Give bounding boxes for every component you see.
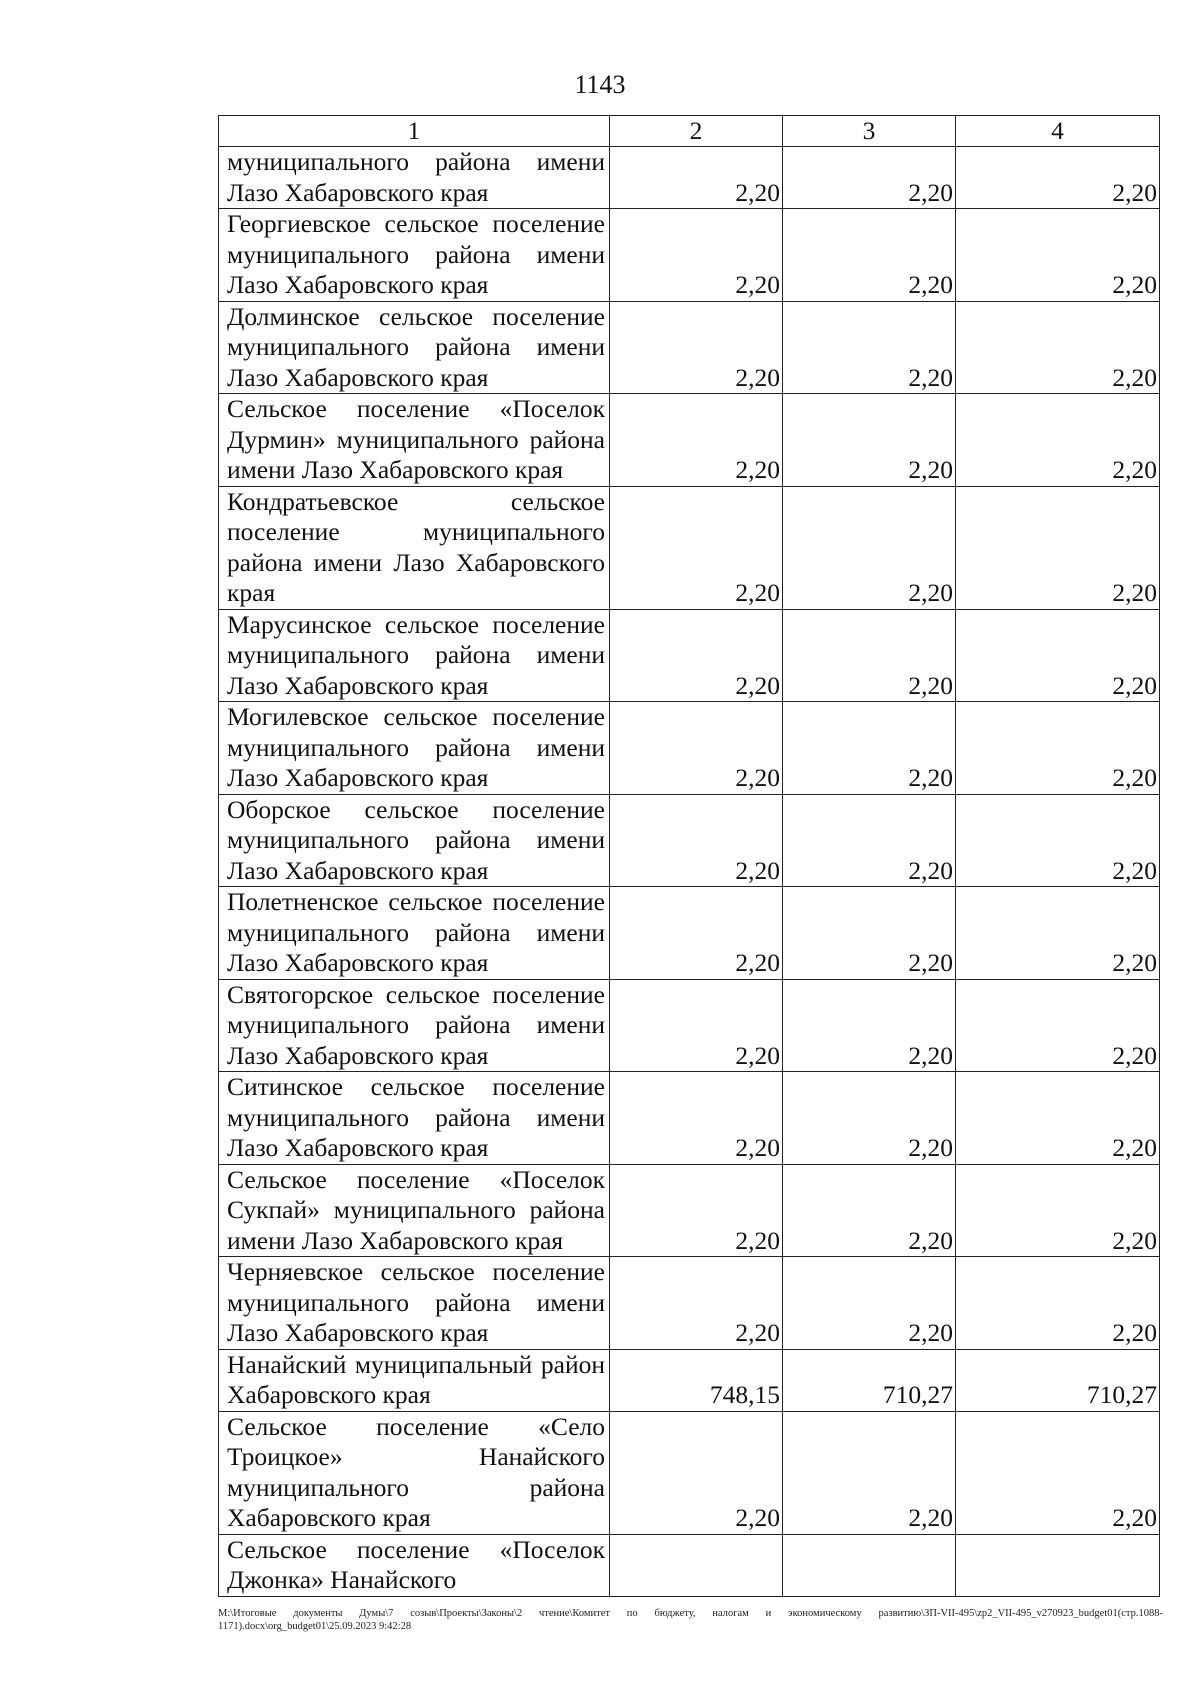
row-value-col2: 2,20 <box>610 1411 783 1534</box>
row-value-col4: 2,20 <box>956 147 1160 209</box>
row-name-cell <box>219 486 610 609</box>
row-name-line: Джонка» Нанайского <box>227 1565 457 1594</box>
row-name-line: муниципального района имени <box>227 732 605 762</box>
table-row <box>219 1411 1160 1534</box>
row-name-line: Георгиевское сельское поселение <box>227 209 605 238</box>
row-value-col3: 2,20 <box>783 979 956 1072</box>
row-name-line: края <box>227 578 276 607</box>
header-col-4: 4 <box>956 116 1160 147</box>
table-row <box>219 1072 1160 1165</box>
row-value-col3: 2,20 <box>783 1164 956 1257</box>
row-name-line: муниципального района имени <box>227 1010 605 1039</box>
row-name-cell <box>219 301 610 394</box>
row-value-col2: 2,20 <box>610 794 783 887</box>
row-value-col2: 748,15 <box>610 1349 783 1411</box>
row-value-col3: 2,20 <box>783 1257 956 1350</box>
row-name-line: муниципального района имени <box>227 147 605 176</box>
table-body <box>219 116 1160 1597</box>
row-value-col4 <box>956 1534 1160 1596</box>
row-value-col2: 2,20 <box>610 609 783 702</box>
row-value-col4: 2,20 <box>956 1072 1160 1165</box>
row-value-col2: 2,20 <box>610 887 783 980</box>
row-value-col2: 2,20 <box>610 301 783 394</box>
row-name-cell <box>219 609 610 702</box>
row-name-cell <box>219 1257 610 1350</box>
row-value-col2: 2,20 <box>610 394 783 487</box>
row-name-cell <box>219 1072 610 1165</box>
table-row <box>219 147 1160 209</box>
row-name-line: муниципального района имени <box>227 332 605 361</box>
row-name-line: муниципального района имени <box>227 1287 605 1317</box>
table-row <box>219 209 1160 302</box>
row-name-line: Ситинское сельское поселение <box>227 1072 605 1101</box>
row-value-col3: 2,20 <box>783 1411 956 1534</box>
table-row <box>219 1257 1160 1350</box>
row-name-cell <box>219 147 610 209</box>
row-name-line: Лазо Хабаровского края <box>227 948 489 977</box>
row-name-cell <box>219 1411 610 1534</box>
row-value-col3: 2,20 <box>783 301 956 394</box>
row-name-line: Лазо Хабаровского края <box>227 763 489 792</box>
row-name-line: имени Лазо Хабаровского края <box>227 455 564 484</box>
row-name-line: Лазо Хабаровского края <box>227 855 489 885</box>
row-value-col3: 2,20 <box>783 1072 956 1165</box>
row-name-line: Троицкое» Нанайского <box>227 1442 605 1471</box>
table-row <box>219 394 1160 487</box>
row-value-col2: 2,20 <box>610 979 783 1072</box>
row-name-cell <box>219 1164 610 1257</box>
row-name-line: Черняевское сельское поселение <box>227 1257 605 1286</box>
row-value-col3: 2,20 <box>783 609 956 702</box>
row-name-line: Святогорское сельское поселение <box>227 979 605 1009</box>
row-value-col4: 2,20 <box>956 209 1160 302</box>
row-value-col4: 2,20 <box>956 702 1160 795</box>
row-value-col4: 2,20 <box>956 609 1160 702</box>
row-name-cell <box>219 209 610 302</box>
row-value-col3 <box>783 1534 956 1596</box>
row-value-col2: 2,20 <box>610 1072 783 1165</box>
row-value-col3: 710,27 <box>783 1349 956 1411</box>
table-row <box>219 301 1160 394</box>
row-name-cell <box>219 1534 610 1596</box>
row-name-line: муниципального района имени <box>227 640 605 669</box>
row-value-col4: 2,20 <box>956 394 1160 487</box>
row-name-line: Нанайский муниципальный район <box>227 1349 605 1379</box>
row-value-col4: 2,20 <box>956 979 1160 1072</box>
table-row <box>219 979 1160 1072</box>
row-name-line: Дурмин» муниципального района <box>227 424 605 454</box>
row-name-line: Оборское сельское поселение <box>227 794 605 824</box>
row-value-col2 <box>610 1534 783 1596</box>
row-name-cell <box>219 1349 610 1411</box>
row-name-line: муниципального района <box>227 1472 605 1502</box>
row-name-line: Лазо Хабаровского края <box>227 1133 489 1162</box>
header-col-1: 1 <box>219 116 610 147</box>
table-header-row <box>219 116 1160 147</box>
row-value-col4: 2,20 <box>956 301 1160 394</box>
row-value-col4: 2,20 <box>956 1164 1160 1257</box>
row-name-cell <box>219 702 610 795</box>
row-name-line: муниципального района имени <box>227 1102 605 1132</box>
table-row <box>219 702 1160 795</box>
row-name-line: Сельское поселение «Поселок <box>227 1164 605 1194</box>
table-row <box>219 486 1160 609</box>
row-value-col4: 710,27 <box>956 1349 1160 1411</box>
row-value-col2: 2,20 <box>610 1257 783 1350</box>
row-name-cell <box>219 979 610 1072</box>
table-row <box>219 794 1160 887</box>
row-name-cell <box>219 794 610 887</box>
table-row <box>219 1164 1160 1257</box>
table-row <box>219 1349 1160 1411</box>
row-name-line: имени Лазо Хабаровского края <box>227 1225 564 1255</box>
row-value-col3: 2,20 <box>783 147 956 209</box>
row-name-line: Лазо Хабаровского края <box>227 362 489 392</box>
row-name-line: муниципального района имени <box>227 917 605 947</box>
row-name-line: Лазо Хабаровского края <box>227 270 489 299</box>
row-value-col3: 2,20 <box>783 702 956 795</box>
row-value-col3: 2,20 <box>783 794 956 887</box>
row-name-line: Лазо Хабаровского края <box>227 177 489 207</box>
row-name-line: Лазо Хабаровского края <box>227 670 489 700</box>
row-value-col4: 2,20 <box>956 887 1160 980</box>
row-value-col2: 2,20 <box>610 147 783 209</box>
row-name-line: Сельское поселение «Поселок <box>227 1534 605 1564</box>
row-value-col3: 2,20 <box>783 394 956 487</box>
row-name-line: Могилевское сельское поселение <box>227 702 605 731</box>
row-name-line: Хабаровского края <box>227 1380 431 1409</box>
row-name-line: поселение муниципального <box>227 517 605 546</box>
header-col-2: 2 <box>610 116 783 147</box>
row-name-line: Лазо Хабаровского края <box>227 1318 489 1347</box>
table-row <box>219 609 1160 702</box>
row-value-col3: 2,20 <box>783 887 956 980</box>
row-name-line: Долминское сельское поселение <box>227 301 605 331</box>
table-row <box>219 1534 1160 1596</box>
row-name-line: Хабаровского края <box>227 1503 431 1532</box>
row-name-line: Полетненское сельское поселение <box>227 887 605 916</box>
row-name-line: Марусинское сельское поселение <box>227 609 605 639</box>
row-name-line: муниципального района имени <box>227 239 605 269</box>
row-name-line: Сельское поселение «Поселок <box>227 394 605 423</box>
row-value-col2: 2,20 <box>610 702 783 795</box>
row-value-col4: 2,20 <box>956 1411 1160 1534</box>
document-footer-path: M:\Итоговые документы Думы\7 созыв\Проекты\Законы\2 чтение\Комитет по бюджету, налогам и экономическому развитию\ЗП-VII-495\zp2_VII-495_v270923_budget01(стр.1088-1171).docx\org_budget01\25.09.2023 9:42:28 <box>218 1608 1163 1632</box>
row-name-cell <box>219 394 610 487</box>
row-name-line: Сукпай» муниципального района <box>227 1195 605 1224</box>
row-value-col2: 2,20 <box>610 486 783 609</box>
row-name-line: Кондратьевское сельское <box>227 486 605 516</box>
row-name-cell <box>219 887 610 980</box>
table-row <box>219 887 1160 980</box>
page-number: 1143 <box>574 70 626 99</box>
budget-table <box>218 115 1160 1597</box>
row-name-line: Лазо Хабаровского края <box>227 1040 489 1070</box>
row-value-col3: 2,20 <box>783 486 956 609</box>
header-col-3: 3 <box>783 116 956 147</box>
row-value-col3: 2,20 <box>783 209 956 302</box>
row-value-col4: 2,20 <box>956 794 1160 887</box>
row-value-col4: 2,20 <box>956 1257 1160 1350</box>
row-name-line: Сельское поселение «Село <box>227 1411 605 1441</box>
row-value-col2: 2,20 <box>610 1164 783 1257</box>
row-value-col4: 2,20 <box>956 486 1160 609</box>
row-value-col2: 2,20 <box>610 209 783 302</box>
row-name-line: района имени Лазо Хабаровского <box>227 547 605 577</box>
row-name-line: муниципального района имени <box>227 825 605 854</box>
